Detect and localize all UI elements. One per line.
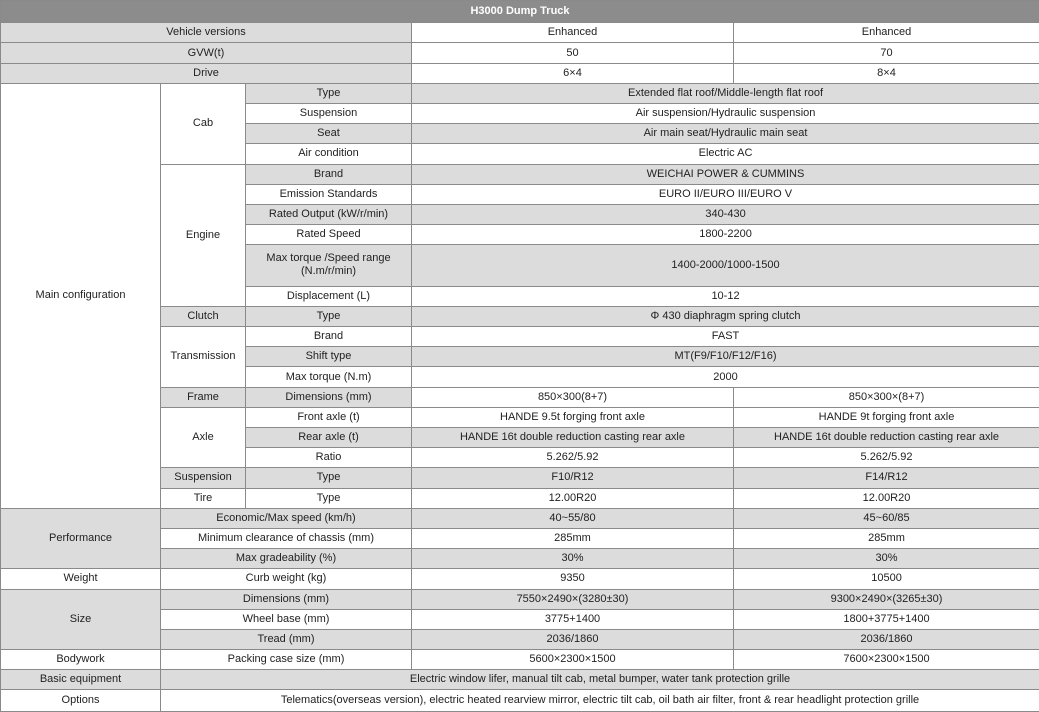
- version-a-value: 3775+1400: [412, 609, 734, 629]
- item-label: Max torque /Speed range (N.m/r/min): [246, 245, 412, 286]
- performance-speed-row: [1, 508, 1039, 528]
- item-label: Dimensions (mm): [161, 589, 412, 609]
- item-label: Front axle (t): [246, 407, 412, 427]
- engine-label: Engine: [161, 164, 246, 306]
- item-label: Type: [246, 83, 412, 103]
- options-label: Options: [1, 690, 161, 712]
- version-a-value: HANDE 16t double reduction casting rear axle: [412, 428, 734, 448]
- size-dimensions-row: [1, 589, 1039, 609]
- item-label: Tread (mm): [161, 629, 412, 649]
- vehicle-versions-row: [1, 23, 1039, 43]
- version-a-value: 9350: [412, 569, 734, 589]
- version-b-value: 1800+3775+1400: [734, 609, 1039, 629]
- basic-equipment-row: [1, 670, 1039, 690]
- item-value: 340-430: [412, 204, 1039, 224]
- item-value: EURO II/EURO III/EURO V: [412, 184, 1039, 204]
- version-b-value: 8×4: [734, 63, 1039, 83]
- version-b-value: 5.262/5.92: [734, 448, 1039, 468]
- performance-label: Performance: [1, 508, 161, 569]
- cab-label: Cab: [161, 83, 246, 164]
- table-title: H3000 Dump Truck: [1, 1, 1039, 23]
- item-label: Brand: [246, 164, 412, 184]
- version-a-value: 40~55/80: [412, 508, 734, 528]
- version-a-value: 12.00R20: [412, 488, 734, 508]
- cab-type-row: [1, 83, 1039, 103]
- item-value: Extended flat roof/Middle-length flat roof: [412, 83, 1039, 103]
- item-label: Air condition: [246, 144, 412, 164]
- item-label: Economic/Max speed (km/h): [161, 508, 412, 528]
- tire-label: Tire: [161, 488, 246, 508]
- gvw-row: [1, 43, 1039, 63]
- version-a-value: HANDE 9.5t forging front axle: [412, 407, 734, 427]
- item-value: 1400-2000/1000-1500: [412, 245, 1039, 286]
- row-label: Vehicle versions: [1, 23, 412, 43]
- item-label: Packing case size (mm): [161, 650, 412, 670]
- item-value: MT(F9/F10/F12/F16): [412, 347, 1039, 367]
- version-a-value: Enhanced: [412, 23, 734, 43]
- item-label: Displacement (L): [246, 286, 412, 306]
- item-label: Rated Speed: [246, 225, 412, 245]
- drive-row: [1, 63, 1039, 83]
- version-a-value: 285mm: [412, 528, 734, 548]
- item-label: Curb weight (kg): [161, 569, 412, 589]
- item-value: 2000: [412, 367, 1039, 387]
- version-a-value: 5600×2300×1500: [412, 650, 734, 670]
- item-label: Rear axle (t): [246, 428, 412, 448]
- version-b-value: 285mm: [734, 528, 1039, 548]
- size-label: Size: [1, 589, 161, 650]
- item-label: Max torque (N.m): [246, 367, 412, 387]
- version-b-value: 70: [734, 43, 1039, 63]
- suspension-label: Suspension: [161, 468, 246, 488]
- version-a-value: F10/R12: [412, 468, 734, 488]
- main-configuration-label: Main configuration: [1, 83, 161, 508]
- item-label: Max gradeability (%): [161, 549, 412, 569]
- weight-label: Weight: [1, 569, 161, 589]
- item-value: Φ 430 diaphragm spring clutch: [412, 306, 1039, 326]
- bodywork-row: [1, 650, 1039, 670]
- version-b-value: 10500: [734, 569, 1039, 589]
- version-a-value: 7550×2490×(3280±30): [412, 589, 734, 609]
- version-b-value: 2036/1860: [734, 629, 1039, 649]
- weight-row: [1, 569, 1039, 589]
- version-b-value: 45~60/85: [734, 508, 1039, 528]
- version-a-value: 2036/1860: [412, 629, 734, 649]
- item-label: Minimum clearance of chassis (mm): [161, 528, 412, 548]
- version-a-value: 850×300(8+7): [412, 387, 734, 407]
- row-label: GVW(t): [1, 43, 412, 63]
- item-label: Suspension: [246, 103, 412, 123]
- item-label: Dimensions (mm): [246, 387, 412, 407]
- version-b-value: 9300×2490×(3265±30): [734, 589, 1039, 609]
- item-label: Shift type: [246, 347, 412, 367]
- version-b-value: 30%: [734, 549, 1039, 569]
- basic-equipment-label: Basic equipment: [1, 670, 161, 690]
- version-a-value: 5.262/5.92: [412, 448, 734, 468]
- title-row: [1, 1, 1039, 23]
- version-b-value: 7600×2300×1500: [734, 650, 1039, 670]
- row-label: Drive: [1, 63, 412, 83]
- version-a-value: 30%: [412, 549, 734, 569]
- item-value: Electric AC: [412, 144, 1039, 164]
- item-value: Electric window lifer, manual tilt cab, metal bumper, water tank protection grille: [161, 670, 1039, 690]
- version-b-value: Enhanced: [734, 23, 1039, 43]
- options-row: [1, 690, 1039, 712]
- item-label: Type: [246, 468, 412, 488]
- item-label: Wheel base (mm): [161, 609, 412, 629]
- item-value: 10-12: [412, 286, 1039, 306]
- version-b-value: 12.00R20: [734, 488, 1039, 508]
- version-b-value: HANDE 9t forging front axle: [734, 407, 1039, 427]
- axle-label: Axle: [161, 407, 246, 468]
- frame-label: Frame: [161, 387, 246, 407]
- item-label: Emission Standards: [246, 184, 412, 204]
- item-label: Ratio: [246, 448, 412, 468]
- item-value: FAST: [412, 327, 1039, 347]
- version-b-value: 850×300×(8+7): [734, 387, 1039, 407]
- item-value: WEICHAI POWER & CUMMINS: [412, 164, 1039, 184]
- item-value: 1800-2200: [412, 225, 1039, 245]
- clutch-label: Clutch: [161, 306, 246, 326]
- item-label: Brand: [246, 327, 412, 347]
- version-a-value: 50: [412, 43, 734, 63]
- item-value: Telematics(overseas version), electric heated rearview mirror, electric tilt cab, oil bath air filter, front & rear headlight protection grille: [161, 690, 1039, 712]
- item-label: Seat: [246, 124, 412, 144]
- item-label: Type: [246, 488, 412, 508]
- version-b-value: HANDE 16t double reduction casting rear axle: [734, 428, 1039, 448]
- item-value: Air suspension/Hydraulic suspension: [412, 103, 1039, 123]
- item-label: Type: [246, 306, 412, 326]
- item-value: Air main seat/Hydraulic main seat: [412, 124, 1039, 144]
- version-a-value: 6×4: [412, 63, 734, 83]
- transmission-label: Transmission: [161, 327, 246, 388]
- item-label: Rated Output (kW/r/min): [246, 204, 412, 224]
- bodywork-label: Bodywork: [1, 650, 161, 670]
- version-b-value: F14/R12: [734, 468, 1039, 488]
